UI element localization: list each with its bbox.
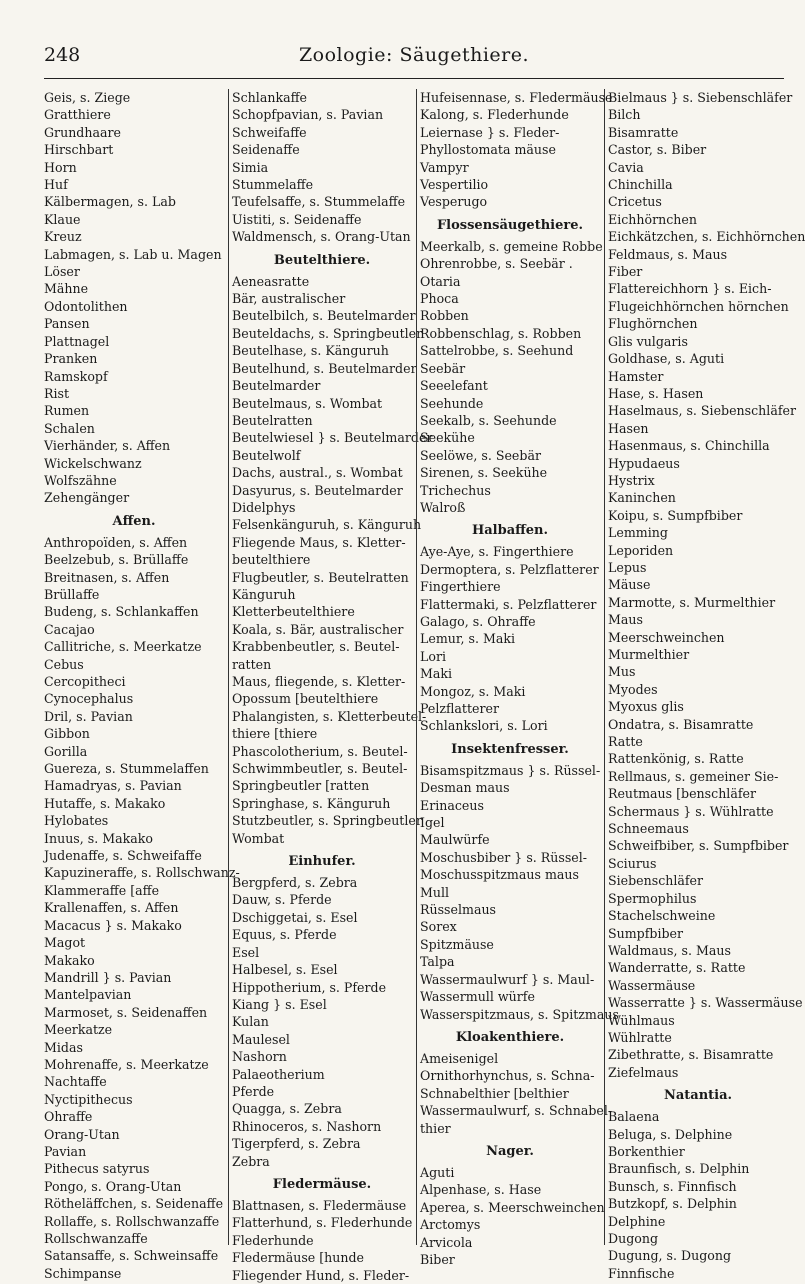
- index-entry: Dauw, s. Pferde: [232, 892, 332, 908]
- index-entry: Rist: [44, 385, 70, 401]
- index-entry: Inuus, s. Makako: [44, 830, 154, 846]
- index-entry: Beutelbilch, s. Beutelmarder: [232, 308, 416, 324]
- index-entry: Seebär: [420, 360, 466, 376]
- index-entry: Beutelhund, s. Beutelmarder: [232, 360, 417, 376]
- index-entry: Maus, fliegende, s. Kletter-: [232, 674, 406, 689]
- index-entry: Wühlmaus: [608, 1012, 675, 1028]
- index-entry: Phoca: [420, 291, 459, 307]
- index-entry: Beutelmarder: [232, 378, 321, 394]
- index-entry: Cebus: [44, 656, 84, 672]
- index-entry: Ziefelmaus: [608, 1064, 679, 1080]
- index-entry: Midas: [44, 1039, 83, 1055]
- index-entry: Pranken: [44, 351, 98, 367]
- index-entry: Dril, s. Pavian: [44, 708, 133, 724]
- index-entry: Grundhaare: [44, 124, 121, 140]
- index-entry: Halbesel, s. Esel: [232, 962, 338, 978]
- index-column-3: [416, 89, 619, 1267]
- index-entry: Schweifaffe: [232, 124, 307, 140]
- index-entry: Palaeotherium: [232, 1066, 325, 1082]
- index-entry: Seidenaffe: [232, 142, 300, 158]
- index-entry: Sciurus: [608, 855, 657, 871]
- index-entry: Maulwürfe: [420, 832, 490, 848]
- index-entry: Brüllaffe: [44, 586, 100, 602]
- index-entry: Krallenaffen, s. Affen: [44, 900, 179, 916]
- index-entry: Mandrill } s. Pavian: [44, 969, 172, 985]
- index-entry: Galago, s. Ohraffe: [420, 613, 536, 629]
- index-entry: Blattnasen, s. Fledermäuse: [232, 1197, 407, 1213]
- index-entry: Hase, s. Hasen: [608, 385, 704, 401]
- index-entry: Hasenmaus, s. Chinchilla: [608, 438, 770, 454]
- index-entry: Dachs, austral., s. Wombat: [232, 465, 403, 481]
- index-entry: Siebenschläfer: [608, 873, 704, 889]
- index-entry: Horn: [44, 159, 77, 175]
- index-entry: Sattelrobbe, s. Seehund: [420, 343, 574, 359]
- index-entry: Breitnasen, s. Affen: [44, 569, 170, 585]
- index-entry: Sorex: [420, 919, 457, 935]
- index-entry: thiere [thiere: [232, 726, 318, 742]
- index-entry: Kreuz: [44, 229, 82, 245]
- index-entry: Wasserspitzmaus, s. Spitzmaus: [420, 1006, 619, 1022]
- index-entry: Flughörnchen: [608, 316, 698, 332]
- section-heading: Flossensäugethiere.: [436, 217, 584, 233]
- index-entry: Arctomys: [420, 1217, 481, 1233]
- index-entry: Uistiti, s. Seidenaffe: [232, 211, 362, 227]
- index-entry: Pithecus satyrus: [44, 1161, 150, 1177]
- index-entry: Lemming: [608, 525, 668, 541]
- index-entry: Desman maus: [420, 780, 510, 796]
- index-entry: Flederhunde: [232, 1232, 314, 1248]
- index-entry: Kälbermagen, s. Lab: [44, 194, 176, 210]
- index-entry: Waldmaus, s. Maus: [608, 942, 731, 958]
- page-number: 248: [44, 44, 81, 66]
- index-entry: Rumen: [44, 403, 90, 419]
- header-rule: [44, 78, 784, 79]
- index-entry: Cricetus: [608, 194, 662, 210]
- section-heading: Einhufer.: [288, 854, 356, 870]
- index-entry: Mongoz, s. Maki: [420, 683, 526, 699]
- index-entry: Dugung, s. Dugong: [608, 1248, 732, 1264]
- index-entry: Felsenkänguruh, s. Känguruh: [232, 517, 422, 533]
- section-heading: Insektenfresser.: [451, 741, 569, 757]
- index-entry: Haselmaus, s. Siebenschläfer: [608, 403, 796, 419]
- index-entry: Trichechus: [420, 482, 491, 498]
- index-entry: Cynocephalus: [44, 691, 134, 707]
- index-entry: Wassermäuse: [608, 977, 696, 993]
- index-entry: Waldmensch, s. Orang-Utan: [232, 229, 411, 245]
- index-entry: Zehengänger: [44, 490, 130, 506]
- index-entry: Hystrix: [608, 472, 655, 488]
- section-heading: Nager.: [486, 1143, 534, 1159]
- index-entry: Koala, s. Bär, australischer: [232, 621, 404, 637]
- index-entry: Hippotherium, s. Pferde: [232, 979, 387, 995]
- index-entry: Kaninchen: [608, 490, 676, 506]
- index-entry: Beutelwolf: [232, 447, 301, 463]
- index-entry: Otaria: [420, 273, 461, 289]
- index-entry: Nyctipithecus: [44, 1091, 133, 1107]
- index-entry: Feldmaus, s. Maus: [608, 246, 728, 262]
- index-column-1: [44, 89, 240, 1281]
- index-entry: Lepus: [608, 559, 647, 575]
- index-entry: Spermophilus: [608, 890, 697, 906]
- index-entry: Reutmaus [benschläfer: [608, 786, 756, 802]
- index-entry: Chinchilla: [608, 177, 673, 193]
- index-entry: Aguti: [420, 1164, 455, 1180]
- index-entry: Igel: [420, 815, 445, 831]
- index-entry: Orang-Utan: [44, 1126, 120, 1142]
- index-entry: Beutelratten: [232, 412, 313, 428]
- index-entry: Borkenthier: [608, 1143, 685, 1159]
- index-entry: Aeneasratte: [232, 273, 310, 289]
- index-entry: Wolfszähne: [44, 472, 117, 488]
- index-entry: Krabbenbeutler, s. Beutel-: [232, 639, 400, 655]
- index-entry: Seehunde: [420, 395, 484, 411]
- index-entry: Vampyr: [420, 159, 469, 175]
- index-entry: Zebra: [232, 1153, 270, 1169]
- index-entry: Cercopitheci: [44, 674, 126, 689]
- index-entry: Beutelhase, s. Känguruh: [232, 343, 389, 359]
- index-entry: Balaena: [608, 1109, 660, 1125]
- index-entry: Flattereichhorn } s. Eich-: [608, 281, 772, 297]
- index-entry: Leporiden: [608, 542, 674, 558]
- index-entry: Cacajao: [44, 621, 95, 637]
- index-entry: Wassermull würfe: [420, 989, 535, 1005]
- index-entry: Ohraffe: [44, 1109, 93, 1125]
- index-entry: Ondatra, s. Bisamratte: [608, 716, 754, 732]
- index-entry: Pongo, s. Orang-Utan: [44, 1178, 182, 1194]
- index-entry: Phascolotherium, s. Beutel-: [232, 743, 408, 759]
- index-entry: Mähne: [44, 281, 89, 297]
- index-entry: Hutaffe, s. Makako: [44, 795, 166, 811]
- index-entry: Callitriche, s. Meerkatze: [44, 639, 202, 655]
- index-entry: Beuteldachs, s. Springbeutler: [232, 325, 423, 341]
- index-entry: Wühlratte: [608, 1029, 672, 1045]
- index-entry: Schermaus } s. Wühlratte: [608, 803, 774, 819]
- index-entry: Kalong, s. Flederhunde: [420, 107, 569, 123]
- index-entry: Moschusbiber } s. Rüssel-: [420, 849, 588, 865]
- index-entry: Meerkalb, s. gemeine Robbe: [420, 238, 603, 254]
- index-entry: Hamadryas, s. Pavian: [44, 778, 182, 794]
- index-entry: Zibethratte, s. Bisamratte: [608, 1047, 774, 1063]
- index-entry: Seekühe: [420, 430, 475, 446]
- index-entry: Gibbon: [44, 726, 90, 742]
- index-entry: beutelthiere: [232, 552, 311, 568]
- index-entry: Rüsselmaus: [420, 902, 497, 918]
- index-entry: Judenaffe, s. Schweifaffe: [44, 848, 202, 864]
- index-entry: Ameisenigel: [420, 1050, 499, 1066]
- index-entry: Fliegender Hund, s. Fleder-: [232, 1267, 410, 1283]
- index-entry: Vierhänder, s. Affen: [44, 438, 171, 454]
- index-entry: Sirenen, s. Seekühe: [420, 465, 548, 481]
- index-entry: Hamster: [608, 368, 664, 384]
- index-entry: Fiber: [608, 264, 643, 280]
- index-entry: Hufeisennase, s. Fledermäuse: [420, 90, 613, 105]
- index-entry: Pelzflatterer: [420, 701, 499, 716]
- index-entry: Plattnagel: [44, 333, 110, 349]
- index-entry: Glis vulgaris: [608, 333, 688, 349]
- section-heading: Kloakenthiere.: [455, 1029, 565, 1045]
- index-entry: Maulesel: [232, 1031, 290, 1047]
- index-entry: Flattermaki, s. Pelzflatterer: [420, 596, 597, 612]
- index-entry: Löser: [44, 264, 80, 280]
- index-entry: Alpenhase, s. Hase: [420, 1182, 542, 1198]
- index-entry: Dasyurus, s. Beutelmarder: [232, 482, 403, 498]
- index-entry: Bergpferd, s. Zebra: [232, 875, 358, 891]
- index-entry: Maus: [608, 612, 643, 628]
- index-entry: Wanderratte, s. Ratte: [608, 960, 746, 976]
- index-entry: Stummelaffe: [232, 177, 314, 193]
- index-entry: Marmotte, s. Murmelthier: [608, 594, 776, 610]
- index-entry: Hylobates: [44, 813, 109, 829]
- index-entry: Känguruh: [232, 586, 296, 602]
- index-entry: Sumpfbiber: [608, 925, 684, 941]
- index-entry: Vesperugo: [420, 194, 488, 210]
- index-entry: ratten: [232, 656, 272, 672]
- index-entry: Quagga, s. Zebra: [232, 1101, 342, 1117]
- index-entry: Mohrenaffe, s. Meerkatze: [44, 1056, 209, 1072]
- index-entry: Beelzebub, s. Brüllaffe: [44, 552, 189, 568]
- index-entry: Esel: [232, 944, 260, 960]
- index-columns: [44, 89, 805, 1283]
- index-entry: Bisamspitzmaus } s. Rüssel-: [420, 762, 601, 778]
- index-entry: Dschiggetai, s. Esel: [232, 909, 358, 925]
- index-entry: Kiang } s. Esel: [232, 996, 327, 1012]
- index-entry: Seelöwe, s. Seebär: [420, 447, 541, 463]
- index-entry: Beluga, s. Delphine: [608, 1126, 733, 1142]
- index-entry: Hirschbart: [44, 142, 114, 158]
- index-entry: Biber: [420, 1251, 455, 1267]
- index-entry: Schimpanse: [44, 1265, 122, 1281]
- index-entry: Aperea, s. Meerschweinchen: [420, 1199, 605, 1215]
- index-entry: Bunsch, s. Finnfisch: [608, 1178, 737, 1194]
- index-entry: Beutelwiesel } s. Beutelmarder: [232, 430, 433, 446]
- index-entry: Talpa: [420, 954, 455, 970]
- index-entry: Pavian: [44, 1143, 87, 1159]
- index-entry: Castor, s. Biber: [608, 142, 707, 158]
- section-heading: Fledermäuse.: [272, 1176, 372, 1192]
- index-entry: Meerkatze: [44, 1022, 113, 1038]
- index-entry: Stachelschweine: [608, 908, 716, 924]
- index-entry: Satansaffe, s. Schweinsaffe: [44, 1248, 219, 1264]
- index-entry: Geis, s. Ziege: [44, 90, 131, 105]
- index-entry: Rellmaus, s. gemeiner Sie-: [608, 768, 779, 784]
- index-entry: Seeelefant: [420, 378, 488, 394]
- index-entry: Bär, australischer: [232, 291, 346, 307]
- page-header: [44, 44, 784, 74]
- index-entry: Leiernase } s. Fleder-: [420, 124, 560, 140]
- index-entry: Kulan: [232, 1014, 269, 1030]
- section-heading: Halbaffen.: [471, 523, 549, 539]
- section-heading: Affen.: [112, 513, 156, 529]
- section-heading: Natantia.: [663, 1088, 733, 1104]
- index-entry: Robbenschlag, s. Robben: [420, 325, 582, 341]
- index-entry: Fledermäuse [hunde: [232, 1250, 364, 1266]
- index-entry: Huf: [44, 177, 68, 193]
- index-entry: Pansen: [44, 316, 90, 332]
- index-entry: Wassermaulwurf } s. Maul-: [420, 971, 595, 987]
- index-entry: Meerschweinchen: [608, 629, 725, 645]
- index-entry: Makako: [44, 952, 95, 968]
- index-entry: Stutzbeutler, s. Springbeutler: [232, 813, 422, 829]
- index-entry: Rhinoceros, s. Nashorn: [232, 1118, 382, 1134]
- index-entry: Nachtaffe: [44, 1074, 107, 1090]
- index-entry: Myoxus glis: [608, 699, 684, 715]
- index-entry: Moschusspitzmaus maus: [420, 867, 579, 883]
- index-entry: Anthropoïden, s. Affen: [44, 534, 188, 550]
- index-entry: Springbeutler [ratten: [232, 778, 370, 794]
- index-entry: Wasserratte } s. Wassermäuse: [608, 995, 803, 1011]
- index-entry: Springhase, s. Känguruh: [232, 795, 391, 811]
- index-entry: Arvicola: [420, 1234, 473, 1250]
- index-entry: Schalen: [44, 420, 95, 436]
- index-entry: Schnabelthier [belthier: [420, 1085, 569, 1101]
- index-entry: Wombat: [232, 830, 285, 846]
- index-entry: Gratthiere: [44, 107, 111, 123]
- index-entry: Ratte: [608, 734, 643, 750]
- index-entry: Schlankslori, s. Lori: [420, 718, 548, 734]
- index-entry: Schneemaus: [608, 821, 689, 837]
- index-entry: Nashorn: [232, 1049, 287, 1065]
- index-entry: Didelphys: [232, 499, 296, 515]
- index-entry: Delphine: [608, 1213, 666, 1229]
- index-entry: Goldhase, s. Aguti: [608, 351, 725, 367]
- index-entry: Bisamratte: [608, 124, 679, 140]
- index-entry: Bilch: [608, 107, 641, 123]
- index-entry: Mäuse: [608, 577, 651, 593]
- index-entry: Dermoptera, s. Pelzflatterer: [420, 561, 599, 577]
- index-entry: Vespertilio: [420, 177, 489, 193]
- index-entry: Klammeraffe [affe: [44, 882, 160, 898]
- index-entry: Seekalb, s. Seehunde: [420, 412, 557, 428]
- index-entry: Opossum [beutelthiere: [232, 691, 379, 707]
- index-entry: Wickelschwanz: [44, 455, 142, 471]
- index-entry: Hypudaeus: [608, 455, 680, 471]
- index-entry: Flugbeutler, s. Beutelratten: [232, 569, 409, 585]
- index-entry: Schweifbiber, s. Sumpfbiber: [608, 838, 789, 854]
- index-entry: Butzkopf, s. Delphin: [608, 1196, 737, 1212]
- index-entry: Braunfisch, s. Delphin: [608, 1161, 750, 1177]
- index-entry: Phalangisten, s. Kletterbeutel-: [232, 708, 427, 724]
- index-entry: Phyllostomata mäuse: [420, 142, 556, 158]
- index-entry: Fingerthiere: [420, 579, 501, 595]
- index-entry: Murmelthier: [608, 647, 690, 662]
- index-entry: Schwimmbeutler, s. Beutel-: [232, 761, 408, 777]
- index-entry: Robben: [420, 308, 469, 324]
- index-entry: Dugong: [608, 1231, 659, 1246]
- page-title: Zoologie: Säugethiere.: [298, 44, 530, 66]
- index-entry: Pferde: [232, 1083, 275, 1099]
- index-entry: Teufelsaffe, s. Stummelaffe: [232, 194, 406, 210]
- index-entry: Flugeichhörnchen hörnchen: [608, 298, 789, 314]
- index-entry: Fliegende Maus, s. Kletter-: [232, 534, 406, 550]
- index-entry: Erinaceus: [420, 797, 484, 813]
- index-entry: Kletterbeutelthiere: [232, 604, 355, 620]
- index-entry: Wassermaulwurf, s. Schnabel-: [420, 1103, 613, 1119]
- section-heading: Beutelthiere.: [273, 252, 371, 268]
- index-entry: Mull: [420, 884, 450, 900]
- index-entry: Macacus } s. Makako: [44, 917, 182, 933]
- index-entry: Mus: [608, 664, 636, 680]
- index-entry: Flatterhund, s. Flederhunde: [232, 1215, 413, 1231]
- index-entry: Gorilla: [44, 743, 88, 759]
- index-entry: Hasen: [608, 420, 649, 436]
- index-entry: Odontolithen: [44, 298, 128, 314]
- index-entry: Rötheläffchen, s. Seidenaffe: [44, 1196, 224, 1212]
- index-entry: Schlankaffe: [232, 90, 307, 105]
- index-entry: Magot: [44, 935, 86, 951]
- index-entry: Beutelmaus, s. Wombat: [232, 395, 383, 411]
- index-entry: Lori: [420, 648, 446, 664]
- index-entry: Budeng, s. Schlankaffen: [44, 604, 199, 620]
- index-entry: Rollaffe, s. Rollschwanzaffe: [44, 1213, 220, 1229]
- index-column-4: [604, 89, 805, 1281]
- index-entry: Simia: [232, 159, 269, 175]
- index-entry: Eichkätzchen, s. Eichhörnchen: [608, 229, 805, 245]
- index-entry: Ohrenrobbe, s. Seebär .: [420, 256, 573, 272]
- index-entry: Ornithorhynchus, s. Schna-: [420, 1068, 595, 1084]
- index-entry: Mantelpavian: [44, 987, 132, 1003]
- index-entry: Walroß: [420, 499, 466, 515]
- index-entry: Finnfische: [608, 1265, 675, 1281]
- index-entry: Ramskopf: [44, 368, 108, 384]
- index-entry: Koipu, s. Sumpfbiber: [608, 507, 743, 523]
- index-entry: Marmoset, s. Seidenaffen: [44, 1004, 208, 1020]
- index-entry: Labmagen, s. Lab u. Magen: [44, 246, 222, 262]
- index-entry: Rollschwanzaffe: [44, 1231, 148, 1246]
- index-entry: Spitzmäuse: [420, 936, 494, 952]
- index-entry: Rattenkönig, s. Ratte: [608, 751, 744, 767]
- index-entry: Lemur, s. Maki: [420, 631, 516, 647]
- index-entry: Aye-Aye, s. Fingerthiere: [420, 544, 574, 560]
- index-entry: Guereza, s. Stummelaffen: [44, 761, 209, 777]
- index-entry: Bielmaus } s. Siebenschläfer: [608, 90, 793, 105]
- index-entry: thier: [420, 1120, 451, 1136]
- index-entry: Maki: [420, 666, 453, 682]
- index-entry: Equus, s. Pferde: [232, 927, 337, 943]
- index-entry: Kapuzineraffe, s. Rollschwanz-: [44, 865, 240, 881]
- index-entry: Cavia: [608, 159, 644, 175]
- index-entry: Myodes: [608, 681, 658, 697]
- index-entry: Tigerpferd, s. Zebra: [232, 1136, 361, 1152]
- index-entry: Klaue: [44, 211, 81, 227]
- index-entry: Schopfpavian, s. Pavian: [232, 107, 384, 123]
- index-entry: Eichhörnchen: [608, 211, 697, 227]
